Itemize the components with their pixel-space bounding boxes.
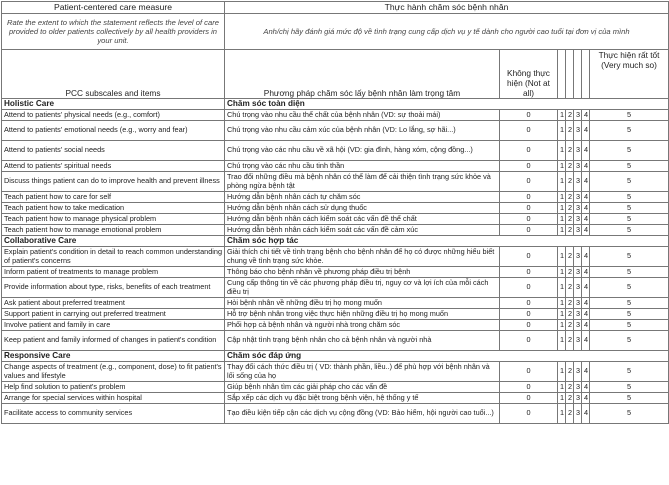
scale-4-option[interactable]: 4	[582, 382, 590, 393]
intro-row	[2, 14, 669, 50]
scale-1-option[interactable]: 1	[558, 192, 566, 203]
item-text-en: Support patient in carrying out preferred treatment	[2, 309, 225, 320]
scale-0-option[interactable]: 0	[500, 203, 558, 214]
scale-4-option[interactable]: 4	[582, 320, 590, 331]
scale-0-option[interactable]: 0	[500, 404, 558, 424]
item-row	[2, 172, 669, 192]
item-row	[2, 382, 669, 393]
item-row	[2, 214, 669, 225]
item-text-vi: Hướng dẫn bệnh nhân cách tự chăm sóc	[225, 192, 500, 203]
item-text-vi: Cung cấp thông tin về các phương pháp điều trị, nguy cơ và lợi ích của mỗi cách điều trị	[225, 278, 500, 298]
scale-3-option[interactable]: 3	[574, 141, 582, 161]
scale-5-option[interactable]: 5	[590, 320, 669, 331]
intro-right: Anh/chị hãy đánh giá mức độ về tình trạng cung cấp dịch vụ y tế dành cho người cao tuổi tại đơn vị của mình	[225, 14, 669, 50]
item-text-vi: Hướng dẫn bệnh nhân cách kiểm soát các vấn đề thể chất	[225, 214, 500, 225]
scale-4-option[interactable]: 4	[582, 267, 590, 278]
item-text-vi: Hướng dẫn bệnh nhân cách kiểm soát các vấn đề cảm xúc	[225, 225, 500, 236]
item-row	[2, 393, 669, 404]
section-title-vi: Chăm sóc hợp tác	[225, 236, 669, 247]
scale-4-option[interactable]: 4	[582, 278, 590, 298]
section-title-vi: Chăm sóc toàn diện	[225, 99, 669, 110]
item-row	[2, 203, 669, 214]
scale-3-option[interactable]: 3	[574, 382, 582, 393]
scale-1-option[interactable]: 1	[558, 121, 566, 141]
item-text-vi: Thay đổi cách thức điều trị ( VD: thành phần, liều..) để phù hợp với bệnh nhân và lối sống của họ	[225, 362, 500, 382]
scale-header-blank	[574, 50, 582, 99]
item-text-en: Teach patient how to take medication	[2, 203, 225, 214]
scale-high-label: Thực hiện rất tốt (Very much so)	[590, 50, 669, 99]
scale-4-option[interactable]: 4	[582, 110, 590, 121]
scale-5-option[interactable]: 5	[590, 393, 669, 404]
section-title-en: Holistic Care	[2, 99, 225, 110]
item-text-vi: Trao đổi những điều mà bệnh nhân có thể làm để cải thiện tình trạng sức khỏe và phòng ngừa bệnh tật	[225, 172, 500, 192]
subheader-row	[2, 50, 669, 99]
scale-4-option[interactable]: 4	[582, 298, 590, 309]
scale-2-option[interactable]: 2	[566, 161, 574, 172]
item-text-en: Inform patient of treatments to manage problem	[2, 267, 225, 278]
scale-3-option[interactable]: 3	[574, 203, 582, 214]
item-text-en: Teach patient how to care for self	[2, 192, 225, 203]
scale-4-option[interactable]: 4	[582, 225, 590, 236]
scale-4-option[interactable]: 4	[582, 393, 590, 404]
scale-1-option[interactable]: 1	[558, 267, 566, 278]
item-text-en: Teach patient how to manage physical problem	[2, 214, 225, 225]
scale-2-option[interactable]: 2	[566, 309, 574, 320]
item-text-vi: Cập nhật tình trạng bệnh nhân cho cả bệnh nhân và người nhà	[225, 331, 500, 351]
section-title-vi: Chăm sóc đáp ứng	[225, 351, 669, 362]
scale-5-option[interactable]: 5	[590, 404, 669, 424]
section-title-en: Responsive Care	[2, 351, 225, 362]
scale-2-option[interactable]: 2	[566, 267, 574, 278]
scale-5-option[interactable]: 5	[590, 362, 669, 382]
scale-4-option[interactable]: 4	[582, 192, 590, 203]
item-text-en: Keep patient and family informed of changes in patient's condition	[2, 331, 225, 351]
scale-3-option[interactable]: 3	[574, 172, 582, 192]
item-text-en: Change aspects of treatment (e.g., component, dose) to fit patient's values and lifestyle	[2, 362, 225, 382]
scale-4-option[interactable]: 4	[582, 214, 590, 225]
scale-1-option[interactable]: 1	[558, 110, 566, 121]
item-row	[2, 267, 669, 278]
scale-3-option[interactable]: 3	[574, 362, 582, 382]
scale-3-option[interactable]: 3	[574, 331, 582, 351]
pcc-measure-table	[1, 1, 669, 424]
scale-0-option[interactable]: 0	[500, 172, 558, 192]
scale-5-option[interactable]: 5	[590, 192, 669, 203]
scale-1-option[interactable]: 1	[558, 214, 566, 225]
item-text-vi: Sắp xếp các dịch vụ đặc biệt trong bệnh viện, hệ thống y tế	[225, 393, 500, 404]
scale-5-option[interactable]: 5	[590, 267, 669, 278]
section-header-row	[2, 99, 669, 110]
scale-3-option[interactable]: 3	[574, 247, 582, 267]
scale-0-option[interactable]: 0	[500, 225, 558, 236]
item-text-en: Teach patient how to manage emotional problem	[2, 225, 225, 236]
header-left: Patient-centered care measure	[2, 2, 225, 14]
scale-2-option[interactable]: 2	[566, 382, 574, 393]
item-text-en: Attend to patients' spiritual needs	[2, 161, 225, 172]
item-row	[2, 298, 669, 309]
item-row	[2, 110, 669, 121]
item-text-en: Ask patient about preferred treatment	[2, 298, 225, 309]
scale-2-option[interactable]: 2	[566, 362, 574, 382]
scale-2-option[interactable]: 2	[566, 141, 574, 161]
section-header-row	[2, 351, 669, 362]
item-row	[2, 331, 669, 351]
scale-2-option[interactable]: 2	[566, 298, 574, 309]
scale-3-option[interactable]: 3	[574, 110, 582, 121]
scale-3-option[interactable]: 3	[574, 121, 582, 141]
scale-3-option[interactable]: 3	[574, 225, 582, 236]
scale-0-option[interactable]: 0	[500, 382, 558, 393]
item-text-vi: Giúp bệnh nhân tìm các giải pháp cho các vấn đề	[225, 382, 500, 393]
scale-3-option[interactable]: 3	[574, 298, 582, 309]
scale-4-option[interactable]: 4	[582, 331, 590, 351]
item-text-en: Explain patient's condition in detail to reach common understanding of patient's concerns	[2, 247, 225, 267]
item-row	[2, 278, 669, 298]
scale-3-option[interactable]: 3	[574, 404, 582, 424]
scale-1-option[interactable]: 1	[558, 225, 566, 236]
scale-5-option[interactable]: 5	[590, 203, 669, 214]
item-text-en: Attend to patients' physical needs (e.g., comfort)	[2, 110, 225, 121]
item-text-vi: Hỗ trợ bệnh nhân trong việc thực hiện những điều trị họ mong muốn	[225, 309, 500, 320]
scale-0-option[interactable]: 0	[500, 331, 558, 351]
scale-1-option[interactable]: 1	[558, 404, 566, 424]
scale-1-option[interactable]: 1	[558, 298, 566, 309]
item-row	[2, 161, 669, 172]
scale-5-option[interactable]: 5	[590, 278, 669, 298]
section-title-en: Collaborative Care	[2, 236, 225, 247]
scale-0-option[interactable]: 0	[500, 362, 558, 382]
scale-4-option[interactable]: 4	[582, 247, 590, 267]
item-text-vi: Thông báo cho bệnh nhân về phương pháp điều trị bệnh	[225, 267, 500, 278]
item-row	[2, 309, 669, 320]
scale-0-option[interactable]: 0	[500, 192, 558, 203]
scale-2-option[interactable]: 2	[566, 393, 574, 404]
item-text-en: Involve patient and family in care	[2, 320, 225, 331]
item-text-en: Discuss things patient can do to improve health and prevent illness	[2, 172, 225, 192]
scale-2-option[interactable]: 2	[566, 247, 574, 267]
subheader-right: Phương pháp chăm sóc lấy bệnh nhân làm trọng tâm	[225, 50, 500, 99]
scale-2-option[interactable]: 2	[566, 404, 574, 424]
scale-1-option[interactable]: 1	[558, 393, 566, 404]
intro-left: Rate the extent to which the statement reflects the level of care provided to older patients collectively by all health providers in your unit.	[2, 14, 225, 50]
scale-3-option[interactable]: 3	[574, 161, 582, 172]
scale-1-option[interactable]: 1	[558, 172, 566, 192]
scale-0-option[interactable]: 0	[500, 309, 558, 320]
scale-4-option[interactable]: 4	[582, 141, 590, 161]
scale-5-option[interactable]: 5	[590, 161, 669, 172]
scale-0-option[interactable]: 0	[500, 110, 558, 121]
scale-3-option[interactable]: 3	[574, 393, 582, 404]
scale-5-option[interactable]: 5	[590, 172, 669, 192]
item-text-vi: Hỏi bệnh nhân về những điều trị họ mong muốn	[225, 298, 500, 309]
item-row	[2, 247, 669, 267]
item-row	[2, 121, 669, 141]
scale-1-option[interactable]: 1	[558, 203, 566, 214]
item-text-en: Attend to patients' emotional needs (e.g., worry and fear)	[2, 121, 225, 141]
scale-5-option[interactable]: 5	[590, 121, 669, 141]
scale-2-option[interactable]: 2	[566, 225, 574, 236]
scale-5-option[interactable]: 5	[590, 110, 669, 121]
scale-5-option[interactable]: 5	[590, 382, 669, 393]
item-text-vi: Tạo điều kiện tiếp cận các dịch vụ cộng đồng (VD: Bảo hiểm, hội người cao tuổi...)	[225, 404, 500, 424]
item-row	[2, 404, 669, 424]
item-text-en: Arrange for special services within hospital	[2, 393, 225, 404]
scale-2-option[interactable]: 2	[566, 278, 574, 298]
item-text-vi: Hướng dẫn bệnh nhân cách sử dụng thuốc	[225, 203, 500, 214]
scale-0-option[interactable]: 0	[500, 320, 558, 331]
scale-4-option[interactable]: 4	[582, 172, 590, 192]
scale-3-option[interactable]: 3	[574, 214, 582, 225]
scale-header-blank	[566, 50, 574, 99]
item-row	[2, 192, 669, 203]
section-header-row	[2, 236, 669, 247]
scale-4-option[interactable]: 4	[582, 161, 590, 172]
scale-5-option[interactable]: 5	[590, 309, 669, 320]
scale-header-blank	[582, 50, 590, 99]
item-row	[2, 225, 669, 236]
scale-2-option[interactable]: 2	[566, 203, 574, 214]
scale-1-option[interactable]: 1	[558, 141, 566, 161]
scale-0-option[interactable]: 0	[500, 267, 558, 278]
scale-5-option[interactable]: 5	[590, 214, 669, 225]
scale-0-option[interactable]: 0	[500, 141, 558, 161]
scale-3-option[interactable]: 3	[574, 309, 582, 320]
item-text-en: Attend to patients' social needs	[2, 141, 225, 161]
scale-0-option[interactable]: 0	[500, 121, 558, 141]
scale-1-option[interactable]: 1	[558, 320, 566, 331]
scale-5-option[interactable]: 5	[590, 298, 669, 309]
item-text-vi: Chú trọng vào nhu cầu thể chất của bệnh nhân (VD: sự thoải mái)	[225, 110, 500, 121]
scale-3-option[interactable]: 3	[574, 320, 582, 331]
scale-0-option[interactable]: 0	[500, 393, 558, 404]
item-row	[2, 320, 669, 331]
item-text-en: Provide information about type, risks, benefits of each treatment	[2, 278, 225, 298]
scale-1-option[interactable]: 1	[558, 382, 566, 393]
scale-5-option[interactable]: 5	[590, 247, 669, 267]
item-text-en: Help find solution to patient's problem	[2, 382, 225, 393]
scale-1-option[interactable]: 1	[558, 278, 566, 298]
scale-5-option[interactable]: 5	[590, 331, 669, 351]
scale-1-option[interactable]: 1	[558, 362, 566, 382]
header-row	[2, 2, 669, 14]
scale-3-option[interactable]: 3	[574, 278, 582, 298]
items-body	[2, 99, 669, 424]
scale-0-option[interactable]: 0	[500, 278, 558, 298]
scale-4-option[interactable]: 4	[582, 362, 590, 382]
item-text-vi: Giải thích chi tiết về tình trạng bệnh cho bệnh nhân để họ có được những hiểu biết chung về tình trạng sức khỏe.	[225, 247, 500, 267]
scale-1-option[interactable]: 1	[558, 309, 566, 320]
scale-1-option[interactable]: 1	[558, 247, 566, 267]
scale-3-option[interactable]: 3	[574, 267, 582, 278]
scale-4-option[interactable]: 4	[582, 309, 590, 320]
scale-0-option[interactable]: 0	[500, 298, 558, 309]
scale-1-option[interactable]: 1	[558, 331, 566, 351]
item-row	[2, 362, 669, 382]
subheader-left: PCC subscales and items	[2, 50, 225, 99]
scale-1-option[interactable]: 1	[558, 161, 566, 172]
scale-0-option[interactable]: 0	[500, 161, 558, 172]
item-text-vi: Phối hợp cả bệnh nhân và người nhà trong chăm sóc	[225, 320, 500, 331]
item-text-en: Facilitate access to community services	[2, 404, 225, 424]
scale-2-option[interactable]: 2	[566, 331, 574, 351]
item-text-vi: Chú trọng vào các nhu cầu về xã hội (VD: gia đình, hàng xóm, cộng đồng...)	[225, 141, 500, 161]
scale-5-option[interactable]: 5	[590, 141, 669, 161]
scale-3-option[interactable]: 3	[574, 192, 582, 203]
scale-2-option[interactable]: 2	[566, 214, 574, 225]
scale-2-option[interactable]: 2	[566, 320, 574, 331]
scale-5-option[interactable]: 5	[590, 225, 669, 236]
scale-4-option[interactable]: 4	[582, 121, 590, 141]
scale-0-option[interactable]: 0	[500, 247, 558, 267]
scale-2-option[interactable]: 2	[566, 110, 574, 121]
scale-4-option[interactable]: 4	[582, 203, 590, 214]
header-right: Thực hành chăm sóc bệnh nhân	[225, 2, 669, 14]
scale-2-option[interactable]: 2	[566, 192, 574, 203]
scale-2-option[interactable]: 2	[566, 121, 574, 141]
item-text-vi: Chú trọng vào nhu cầu cảm xúc của bệnh nhân (VD: Lo lắng, sợ hãi...)	[225, 121, 500, 141]
item-text-vi: Chú trọng vào các nhu cầu tinh thần	[225, 161, 500, 172]
scale-header-blank	[558, 50, 566, 99]
scale-4-option[interactable]: 4	[582, 404, 590, 424]
item-row	[2, 141, 669, 161]
scale-low-label: Không thực hiện (Not at all)	[500, 50, 558, 99]
scale-0-option[interactable]: 0	[500, 214, 558, 225]
scale-2-option[interactable]: 2	[566, 172, 574, 192]
